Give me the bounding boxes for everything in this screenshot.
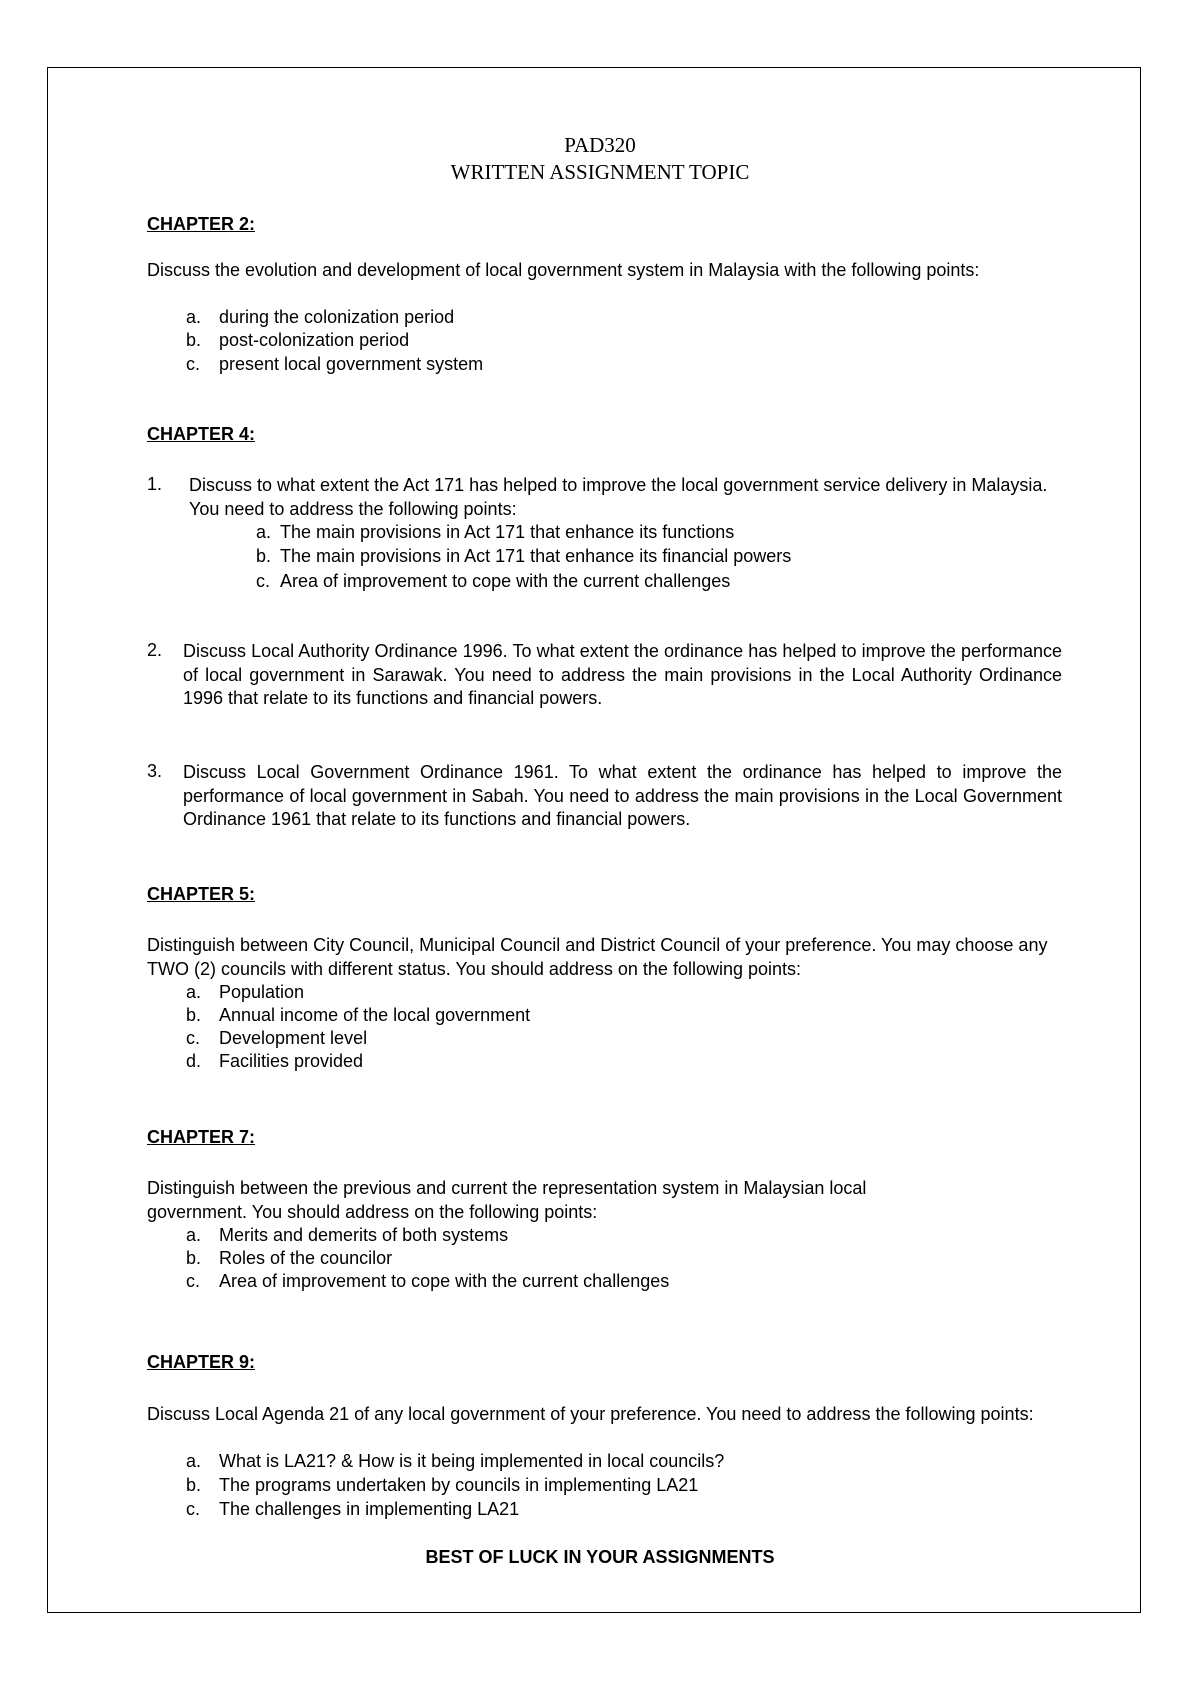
chapter-4-question-3: Discuss Local Government Ordinance 1961. To what extent the ordinance has helped to improve the performance of local government in Sabah. You need to address the main provisions in the Local Government Ordinance 1961 that relate to its functions and financial powers. [183,762,1062,829]
list-item [186,329,409,352]
list-text: post-colonization period [219,330,410,350]
question-number: 2. [147,640,163,660]
page-border [47,67,1141,1613]
list-label: a. [186,1451,202,1471]
list-label: c. [186,1499,201,1519]
chapter-4-heading: CHAPTER 4: [147,424,256,444]
list-item [186,353,483,376]
list-item [186,306,454,329]
list-label: c. [186,1028,201,1048]
list-text: Facilities provided [219,1051,364,1071]
chapter-9-heading: CHAPTER 9: [147,1352,256,1372]
list-label: a. [186,1225,202,1245]
list-item [186,1474,698,1497]
list-label: d. [186,1051,202,1071]
list-text: Annual income of the local government [219,1005,531,1025]
list-label: c. [186,1271,201,1291]
list-item [186,1270,669,1293]
list-label: b. [186,330,202,350]
chapter-7-intro: Distinguish between the previous and current the representation system in Malaysian local government. You should address on the following points: [147,1178,867,1222]
list-label: b. [256,546,272,566]
list-item [186,1247,392,1270]
list-text: Development level [219,1028,368,1048]
list-item [186,981,304,1004]
list-item [256,545,791,568]
list-text: The programs undertaken by councils in implementing LA21 [219,1475,699,1495]
list-text: Area of improvement to cope with the current challenges [280,571,731,591]
chapter-2-intro: Discuss the evolution and development of local government system in Malaysia with the following points: [147,260,980,280]
list-text: during the colonization period [219,307,455,327]
chapter-4-question-2: Discuss Local Authority Ordinance 1996. To what extent the ordinance has helped to improve the performance of local government in Sarawak. You need to address the main provisions in the Local Authority Ordinance 1996 that relate to its functions and financial powers. [183,641,1062,708]
list-text: Population [219,982,305,1002]
list-item [186,1004,530,1027]
chapter-9-intro: Discuss Local Agenda 21 of any local government of your preference. You need to address the following points: [147,1404,1034,1424]
chapter-5-heading: CHAPTER 5: [147,884,256,904]
list-item [256,570,730,593]
list-label: a. [186,982,202,1002]
document-title: WRITTEN ASSIGNMENT TOPIC [450,160,750,184]
chapter-4-question-1: Discuss to what extent the Act 171 has helped to improve the local government service delivery in Malaysia. You need to address the following points: [189,475,1048,519]
list-label: c. [186,354,201,374]
list-text: What is LA21? & How is it being implemented in local councils? [219,1451,725,1471]
list-item [186,1050,363,1073]
chapter-2-heading: CHAPTER 2: [147,214,256,234]
list-item [186,1027,367,1050]
closing-message: BEST OF LUCK IN YOUR ASSIGNMENTS [425,1547,775,1567]
question-number: 1. [147,474,163,494]
list-item [186,1450,724,1473]
list-item [256,521,734,544]
list-label: a. [256,522,272,542]
list-text: The main provisions in Act 171 that enhance its functions [280,522,735,542]
question-number: 3. [147,761,163,781]
list-text: present local government system [219,354,484,374]
list-text: Roles of the councilor [219,1248,393,1268]
list-label: c. [256,571,271,591]
list-text: Merits and demerits of both systems [219,1225,509,1245]
chapter-7-heading: CHAPTER 7: [147,1127,256,1147]
chapter-5-intro: Distinguish between City Council, Municipal Council and District Council of your preference. You may choose any TWO (2) councils with different status. You should address on the following points: [147,935,1048,979]
list-label: a. [186,307,202,327]
list-item [186,1224,508,1247]
list-label: b. [186,1005,202,1025]
course-code: PAD320 [564,133,636,157]
list-text: Area of improvement to cope with the current challenges [219,1271,670,1291]
list-label: b. [186,1475,202,1495]
list-text: The main provisions in Act 171 that enhance its financial powers [280,546,792,566]
list-text: The challenges in implementing LA21 [219,1499,520,1519]
list-item [186,1498,519,1521]
list-label: b. [186,1248,202,1268]
